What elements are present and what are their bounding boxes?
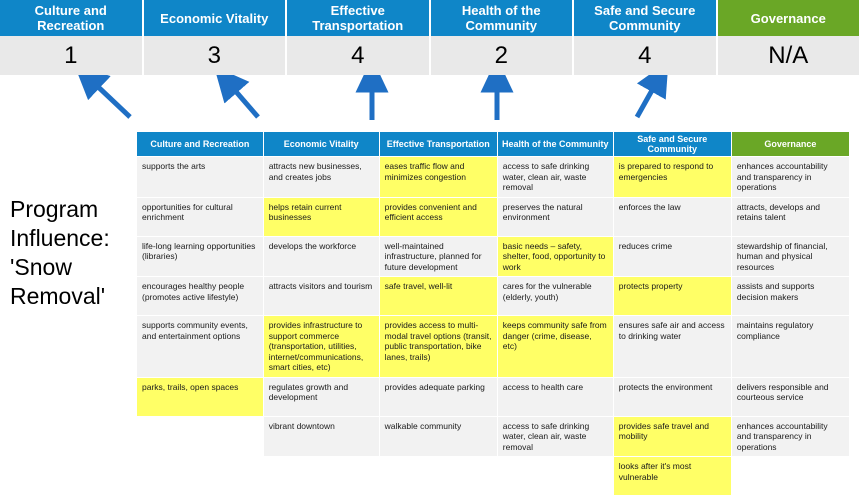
table-row [137,277,850,316]
table-row [137,236,850,277]
score-governance: N/A [718,36,859,75]
matrix-cell: protects property [613,277,731,316]
matrix-cell: keeps community safe from danger (crime, disease, etc) [497,316,613,378]
matrix-cell: enhances accountability and transparency in operations [731,157,849,198]
matrix-cell: attracts, develops and retains talent [731,197,849,236]
matrix-cell: cares for the vulnerable (elderly, youth) [497,277,613,316]
matrix-cell: vibrant downtown [263,416,379,457]
matrix-cell: assists and supports decision makers [731,277,849,316]
table-row [137,377,850,416]
matrix-cell: walkable community [379,416,497,457]
scorecard-score-row [0,36,859,75]
matrix-cell: provides adequate parking [379,377,497,416]
matrix-cell: attracts new businesses, and creates jobs [263,157,379,198]
scorecard-header-culture-and-recreation[interactable] [0,0,144,36]
scorecard-header-health-of-the-community[interactable] [431,0,575,36]
score-culture-and-recreation: 1 [0,36,144,75]
scorecard-header-label: Culture and Recreation [4,3,138,33]
matrix-cell [379,457,497,496]
scorecard-header-label: Effective Transportation [291,3,425,33]
matrix-cell: encourages healthy people (promotes active lifestyle) [137,277,264,316]
matrix-cell [137,416,264,457]
table-row [137,416,850,457]
scorecard-header-label: Safe and Secure Community [578,3,712,33]
matrix-cell: is prepared to respond to emergencies [613,157,731,198]
matrix-cell: provides convenient and efficient access [379,197,497,236]
table-row [137,197,850,236]
score-economic-vitality: 3 [144,36,288,75]
matrix-cell: provides safe travel and mobility [613,416,731,457]
matrix-cell: stewardship of financial, human and physical resources [731,236,849,277]
matrix-header-governance[interactable]: Governance [731,132,849,157]
matrix-cell [263,457,379,496]
matrix-cell: maintains regulatory compliance [731,316,849,378]
matrix-cell [497,457,613,496]
scorecard-header-effective-transportation[interactable] [287,0,431,36]
matrix-cell: supports community events, and entertainment options [137,316,264,378]
matrix-cell: basic needs – safety, shelter, food, opportunity to work [497,236,613,277]
matrix-cell: parks, trails, open spaces [137,377,264,416]
matrix-cell: enforces the law [613,197,731,236]
matrix-cell: looks after it's most vulnerable [613,457,731,496]
arrow-culture-and-recreation [94,83,130,117]
table-row [137,157,850,198]
matrix-header-economic-vitality[interactable]: Economic Vitality [263,132,379,157]
scorecard-header-label: Health of the Community [435,3,569,33]
score-effective-transportation: 4 [287,36,431,75]
table-row [137,457,850,496]
scorecard-header-label: Economic Vitality [160,11,268,26]
matrix-cell [731,457,849,496]
matrix-cell: provides infrastructure to support commerce (transportation, utilities, internet/communications, smart cities, etc) [263,316,379,378]
scorecard-header-governance[interactable] [718,0,859,36]
scorecard-header-safe-and-secure-community[interactable] [574,0,718,36]
influence-arrows-group [0,75,859,133]
matrix-header-row [137,132,850,157]
matrix-cell: access to safe drinking water, clean air, waste removal [497,416,613,457]
matrix-cell: well-maintained infrastructure, planned for future development [379,236,497,277]
matrix-cell: ensures safe air and access to drinking water [613,316,731,378]
scorecard-header-label: Governance [751,11,826,26]
influence-matrix-table [136,131,850,496]
arrow-safe-and-secure-community [637,85,655,117]
matrix-cell: life-long learning opportunities (libraries) [137,236,264,277]
matrix-cell: protects the environment [613,377,731,416]
score-health-of-the-community: 2 [431,36,575,75]
matrix-cell: helps retain current businesses [263,197,379,236]
matrix-cell: regulates growth and development [263,377,379,416]
matrix-cell: opportunities for cultural enrichment [137,197,264,236]
matrix-header-effective-transportation[interactable]: Effective Transportation [379,132,497,157]
matrix-cell: preserves the natural environment [497,197,613,236]
matrix-cell: safe travel, well-lit [379,277,497,316]
matrix-header-culture-and-recreation[interactable]: Culture and Recreation [137,132,264,157]
score-safe-and-secure-community: 4 [574,36,718,75]
matrix-cell: access to health care [497,377,613,416]
program-influence-caption: Program Influence: 'Snow Removal' [10,195,135,311]
matrix-cell: enhances accountability and transparency in operations [731,416,849,457]
matrix-cell [137,457,264,496]
scorecard-header-economic-vitality[interactable] [144,0,288,36]
scorecard-header-band [0,0,859,75]
matrix-cell: develops the workforce [263,236,379,277]
matrix-cell: reduces crime [613,236,731,277]
matrix-cell: delivers responsible and courteous service [731,377,849,416]
table-row [137,316,850,378]
matrix-header-safe-and-secure-community[interactable]: Safe and Secure Community [613,132,731,157]
matrix-cell: provides access to multi-modal travel options (transit, public transportation, bike lanes, trails) [379,316,497,378]
scorecard-header-row [0,0,859,36]
matrix-cell: supports the arts [137,157,264,198]
matrix-cell: access to safe drinking water, clean air, waste removal [497,157,613,198]
arrow-economic-vitality [232,87,258,117]
matrix-header-health-of-the-community[interactable]: Health of the Community [497,132,613,157]
matrix-cell: eases traffic flow and minimizes congestion [379,157,497,198]
matrix-cell: attracts visitors and tourism [263,277,379,316]
